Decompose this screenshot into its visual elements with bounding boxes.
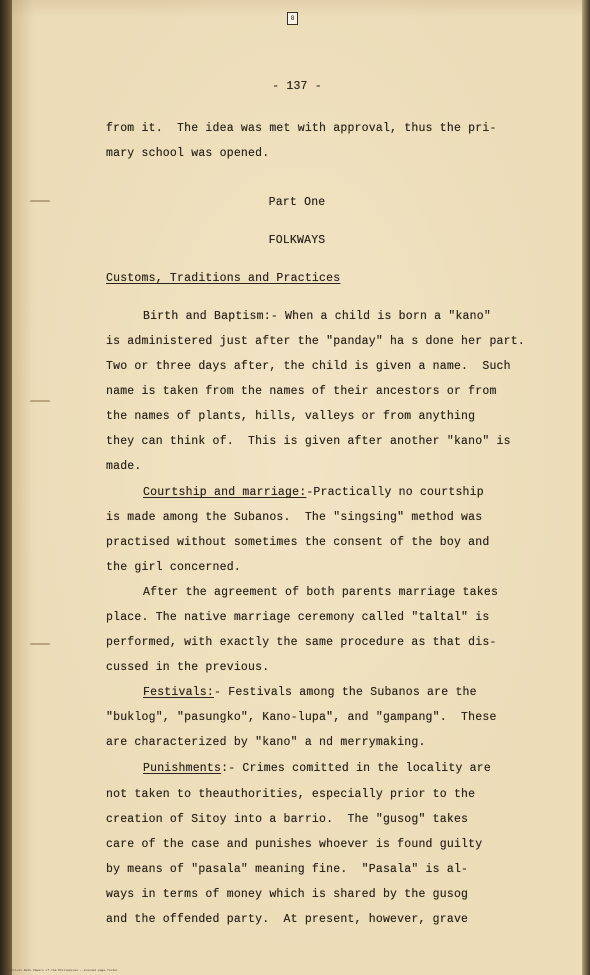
text-line: ways in terms of money which is shared by the gusog	[106, 888, 469, 901]
section-heading: Customs, Traditions and Practices	[106, 272, 341, 285]
paper-nick	[30, 400, 50, 402]
text-line: care of the case and punishes whoever is found guilty	[106, 838, 483, 851]
text-line: performed, with exactly the same procedure as that dis-	[106, 636, 497, 649]
text-line: not taken to theauthorities, especially prior to the	[106, 788, 476, 801]
text-line: place. The native marriage ceremony called "taltal" is	[106, 611, 490, 624]
text-line: made.	[106, 460, 142, 473]
text-line: by means of "pasala" meaning fine. "Pasala" is al-	[106, 863, 469, 876]
text-line: they can think of. This is given after another "kano" is	[106, 435, 511, 448]
part-heading: Part One	[268, 196, 326, 209]
document-page	[12, 0, 582, 975]
text-line: cussed in the previous.	[106, 661, 270, 674]
paragraph-start: Courtship and marriage:-Practically no courtship	[143, 486, 484, 499]
courtship-heading: Courtship and marriage:	[143, 486, 307, 499]
text-line: the names of plants, hills, valleys or from anything	[106, 410, 476, 423]
text-line: from it. The idea was met with approval, thus the pri-	[106, 122, 497, 135]
paragraph-start: After the agreement of both parents marriage takes	[143, 586, 499, 599]
festivals-heading: Festivals:	[143, 686, 215, 699]
paragraph-start: Festivals:- Festivals among the Subanos are the	[143, 686, 477, 699]
page-marker-tab: 8	[287, 12, 298, 25]
paragraph-start: Birth and Baptism:- When a child is born a "kano"	[143, 310, 491, 323]
text-line: Two or three days after, the child is given a name. Such	[106, 360, 511, 373]
page-binding-edge	[0, 0, 12, 975]
page-number: - 137 -	[272, 80, 322, 93]
folkways-heading: FOLKWAYS	[268, 234, 326, 247]
text-line: "buklog", "pasungko", Kano-lupa", and "gampang". These	[106, 711, 497, 724]
text-line: are characterized by "kano" a nd merrymaking.	[106, 736, 426, 749]
punishments-heading: Punishments	[143, 762, 222, 775]
paper-nick	[30, 643, 50, 645]
paragraph-start: Punishments:- Crimes comitted in the locality are	[143, 762, 491, 775]
page-right-edge	[582, 0, 590, 975]
birth-heading: Birth and Baptism:	[143, 310, 271, 323]
text-line: is made among the Subanos. The "singsing" method was	[106, 511, 483, 524]
text-line: the girl concerned.	[106, 561, 241, 574]
scan-footer: Historical Data Papers of the Philippines — scanned page footer	[4, 968, 118, 972]
text-line: mary school was opened.	[106, 147, 270, 160]
text-line: creation of Sitoy into a barrio. The "gusog" takes	[106, 813, 469, 826]
text-line: is administered just after the "panday" ha s done her part.	[106, 335, 525, 348]
text-line: and the offended party. At present, however, grave	[106, 913, 469, 926]
text-line: practised without sometimes the consent of the boy and	[106, 536, 490, 549]
text-line: name is taken from the names of their ancestors or from	[106, 385, 497, 398]
